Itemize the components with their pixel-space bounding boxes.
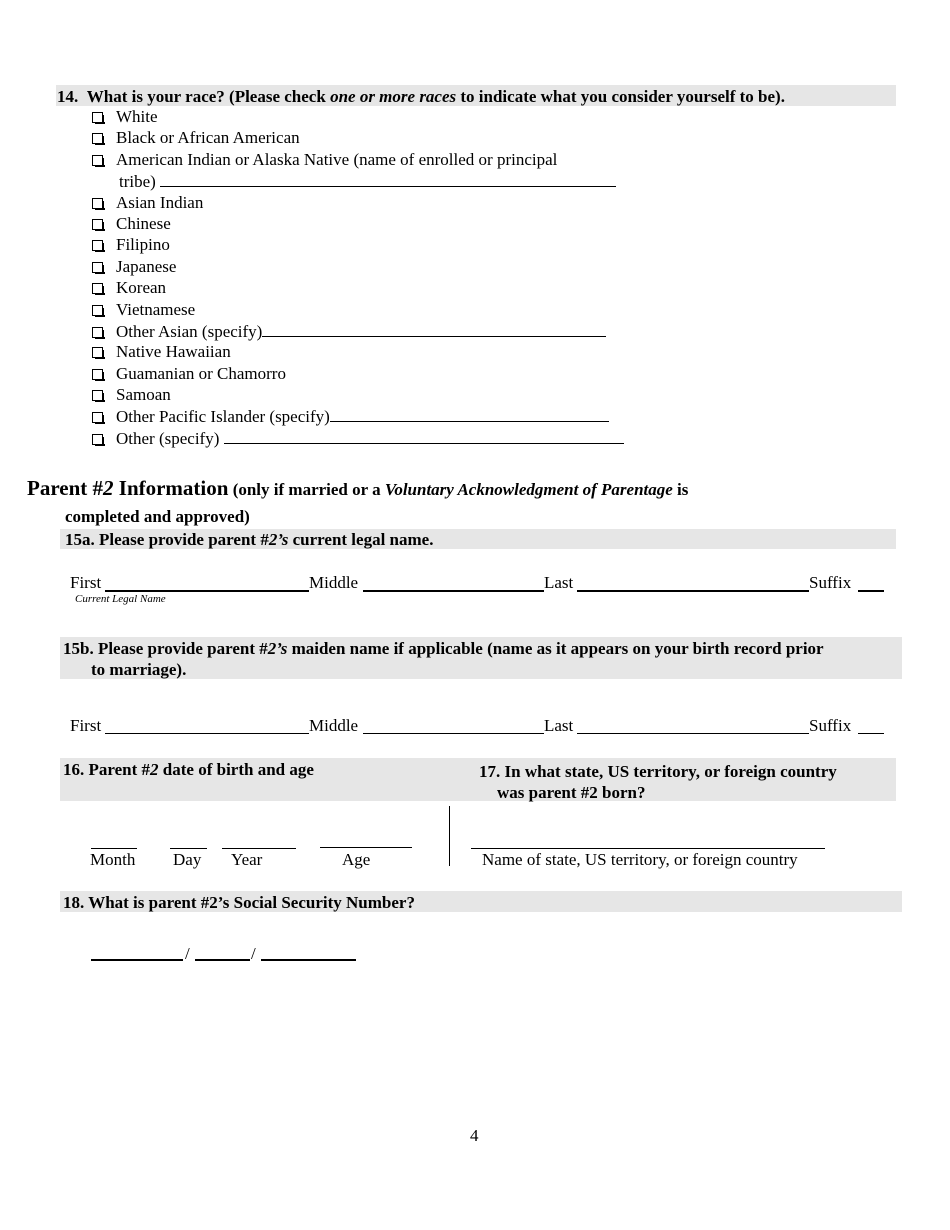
checkbox-american-indian[interactable] xyxy=(92,155,103,166)
legal-last-label: Last xyxy=(544,573,574,592)
maiden-first-name-field[interactable] xyxy=(105,733,309,734)
q18-question: 18. What is parent #2’s Social Security Number? xyxy=(63,893,415,912)
checkbox-guamanian[interactable] xyxy=(92,369,103,380)
page-number: 4 xyxy=(470,1126,479,1145)
maiden-suffix-label: Suffix xyxy=(809,716,852,735)
tribe-name-field[interactable] xyxy=(160,170,616,187)
checkbox-black[interactable] xyxy=(92,133,103,144)
race-option-other-asian[interactable]: Other Asian (specify) xyxy=(92,320,624,341)
checkbox-other-pacific-islander[interactable] xyxy=(92,412,103,423)
race-option-white[interactable]: White xyxy=(92,106,624,127)
maiden-middle-name-field[interactable] xyxy=(363,733,544,734)
birthplace-field[interactable] xyxy=(471,848,825,849)
race-option-korean[interactable]: Korean xyxy=(92,277,624,298)
dob-day-label: Day xyxy=(173,850,202,869)
other-asian-field[interactable] xyxy=(262,320,606,337)
dob-month-field[interactable] xyxy=(91,848,137,849)
checkbox-samoan[interactable] xyxy=(92,390,103,401)
checkbox-chinese[interactable] xyxy=(92,219,103,230)
race-option-vietnamese[interactable]: Vietnamese xyxy=(92,299,624,320)
race-option-other-pacific-islander[interactable]: Other Pacific Islander (specify) xyxy=(92,405,624,426)
checkbox-native-hawaiian[interactable] xyxy=(92,347,103,358)
maiden-last-name-field[interactable] xyxy=(577,733,809,734)
column-divider xyxy=(449,806,450,866)
legal-last-name-field[interactable] xyxy=(577,590,809,592)
other-pacific-islander-field[interactable] xyxy=(330,405,609,422)
race-checklist xyxy=(92,106,624,448)
q17-question: 17. In what state, US territory, or foreign country xyxy=(479,762,837,781)
ssn-part1-field[interactable] xyxy=(91,959,183,961)
checkbox-korean[interactable] xyxy=(92,283,103,294)
legal-middle-name-field[interactable] xyxy=(363,590,544,592)
dob-year-label: Year xyxy=(231,850,263,869)
checkbox-other[interactable] xyxy=(92,434,103,445)
checkbox-japanese[interactable] xyxy=(92,262,103,273)
race-option-american-indian[interactable]: American Indian or Alaska Native (name of enrolled or principal tribe) xyxy=(92,149,624,192)
legal-suffix-field[interactable] xyxy=(858,590,884,592)
age-label: Age xyxy=(342,850,371,869)
race-option-guamanian[interactable]: Guamanian or Chamorro xyxy=(92,363,624,384)
legal-middle-label: Middle xyxy=(309,573,359,592)
dob-year-field[interactable] xyxy=(222,848,296,849)
race-option-chinese[interactable]: Chinese xyxy=(92,213,624,234)
parent2-heading: Parent #2 Information (only if married or a Voluntary Acknowledgment of Parentage is xyxy=(27,476,689,500)
race-option-native-hawaiian[interactable]: Native Hawaiian xyxy=(92,341,624,362)
ssn-separator-1: / xyxy=(185,944,190,963)
checkbox-vietnamese[interactable] xyxy=(92,305,103,316)
legal-first-name-field[interactable] xyxy=(105,590,309,592)
race-option-samoan[interactable]: Samoan xyxy=(92,384,624,405)
checkbox-filipino[interactable] xyxy=(92,240,103,251)
legal-suffix-label: Suffix xyxy=(809,573,852,592)
checkbox-other-asian[interactable] xyxy=(92,327,103,338)
birthplace-caption: Name of state, US territory, or foreign country xyxy=(482,850,798,869)
maiden-last-label: Last xyxy=(544,716,574,735)
ssn-separator-2: / xyxy=(251,944,256,963)
q15b-question: 15b. Please provide parent #2’s maiden name if applicable (name as it appears on your birth record prior xyxy=(63,639,824,658)
race-option-filipino[interactable]: Filipino xyxy=(92,234,624,255)
current-legal-name-caption: Current Legal Name xyxy=(75,593,166,605)
race-option-black[interactable]: Black or African American xyxy=(92,127,624,148)
q15b-question-continuation: to marriage). xyxy=(91,660,187,679)
parent2-heading-continuation: completed and approved) xyxy=(65,507,250,526)
maiden-suffix-field[interactable] xyxy=(858,733,884,734)
legal-first-label: First xyxy=(70,573,102,592)
dob-month-label: Month xyxy=(90,850,136,869)
dob-day-field[interactable] xyxy=(170,848,207,849)
q17-question-continuation: was parent #2 born? xyxy=(497,783,646,802)
checkbox-asian-indian[interactable] xyxy=(92,198,103,209)
checkbox-white[interactable] xyxy=(92,112,103,123)
ssn-part2-field[interactable] xyxy=(195,959,250,961)
maiden-first-label: First xyxy=(70,716,102,735)
race-option-other[interactable]: Other (specify) xyxy=(92,427,624,448)
age-field[interactable] xyxy=(320,847,412,848)
race-option-japanese[interactable]: Japanese xyxy=(92,256,624,277)
other-race-field[interactable] xyxy=(224,427,624,444)
q16-question: 16. Parent #2 date of birth and age xyxy=(63,760,314,779)
maiden-middle-label: Middle xyxy=(309,716,359,735)
q14-question: 14. What is your race? (Please check one or more races to indicate what you consider yourself to be). xyxy=(57,87,785,106)
q15a-question: 15a. Please provide parent #2’s current legal name. xyxy=(65,530,434,549)
ssn-part3-field[interactable] xyxy=(261,959,356,961)
race-option-asian-indian[interactable]: Asian Indian xyxy=(92,192,624,213)
